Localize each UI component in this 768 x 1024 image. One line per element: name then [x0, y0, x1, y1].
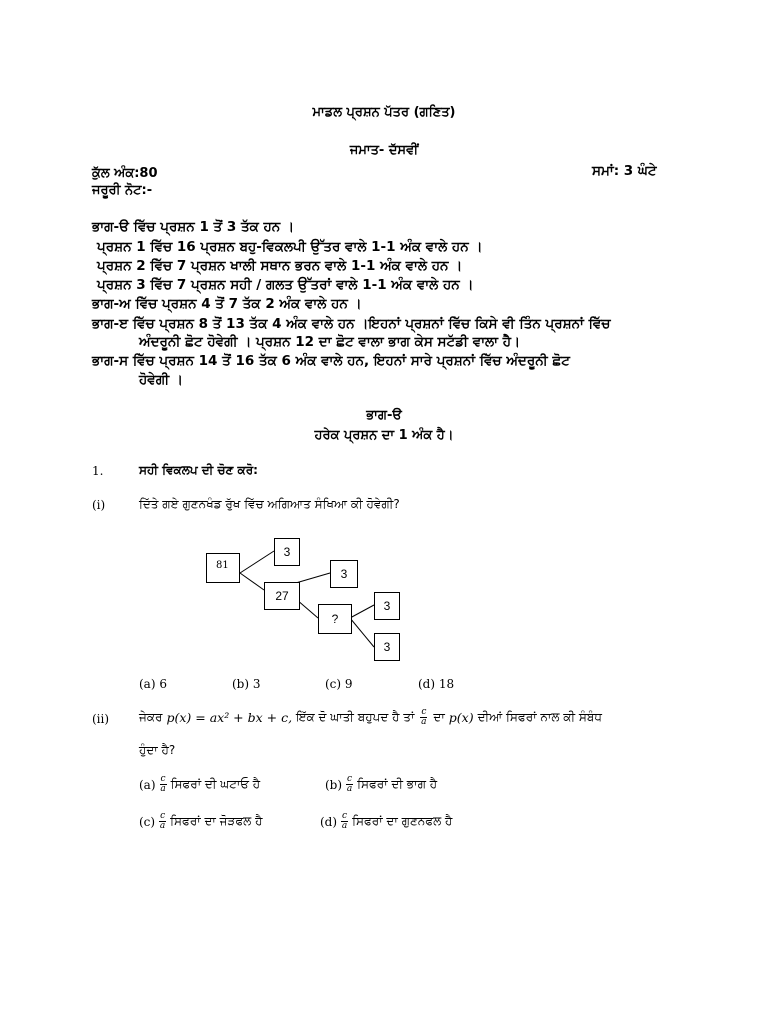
- tree-node: 3: [274, 538, 300, 566]
- option-label: (c): [139, 814, 156, 829]
- option-b: (b) 3: [232, 677, 261, 691]
- q-mid2: ਦਾ: [433, 710, 445, 724]
- question-number: 1.: [92, 464, 104, 478]
- total-marks: ਕੁੱਲ ਅੰਕ:80: [92, 166, 158, 181]
- option-label: (a): [139, 777, 156, 792]
- paper-title: ਮਾਡਲ ਪ੍ਰਸ਼ਨ ਪੱਤਰ (ਗਣਿਤ): [312, 105, 456, 120]
- fraction-denominator: a: [341, 821, 348, 831]
- option-d: [320, 812, 452, 831]
- fraction-c-over-a: [341, 812, 348, 831]
- fraction-denominator: a: [421, 717, 427, 727]
- tree-branch: [240, 551, 274, 573]
- fraction-denominator: a: [160, 784, 166, 794]
- fraction-denominator: a: [346, 784, 353, 794]
- tree-branch: [350, 605, 374, 618]
- option-label: (d): [320, 814, 338, 829]
- question-text: ਸਹੀ ਵਿਕਲਪ ਦੀ ਚੋਣ ਕਰੋ:: [139, 463, 258, 477]
- class-line: ਜਮਾਤ- ਦੱਸਵੀਂ: [349, 143, 419, 158]
- tree-node-unknown: ?: [318, 604, 352, 634]
- tree-node: 27: [264, 582, 300, 610]
- fraction-c-over-a: [160, 775, 167, 794]
- option-text: ਸਿਫਰਾਂ ਦੀ ਘਟਾਓ ਹੈ: [170, 777, 261, 791]
- subquestion-text: [139, 708, 602, 727]
- tree-node: 3: [330, 560, 358, 588]
- section-subtitle: ਹਰੇਕ ਪ੍ਰਸ਼ਨ ਦਾ 1 ਅੰਕ ਹੈ।: [314, 428, 454, 443]
- subquestion-text: ਦਿੱਤੇ ਗਏ ਗੁਣਨਖੰਡ ਰੁੱਖ ਵਿੱਚ ਅਗਿਆਤ ਸੰਖਿਆ ਕੀ ਹੋਵੇਗੀ?: [139, 497, 400, 511]
- instruction-line: ਪ੍ਰਸ਼ਨ 2 ਵਿੱਚ 7 ਪ੍ਰਸ਼ਨ ਖਾਲੀ ਸਥਾਨ ਭਰਨ ਵਾਲੇ 1-1 ਅੰਕ ਵਾਲੇ ਹਨ ।: [97, 258, 463, 274]
- subquestion-text-line2: ਹੁੰਦਾ ਹੈ?: [139, 743, 176, 757]
- tree-node: 3: [374, 633, 400, 661]
- option-c: [139, 812, 262, 831]
- option-text: ਸਿਫਰਾਂ ਦਾ ਗੁਣਨਫਲ ਹੈ: [352, 814, 453, 828]
- instruction-line: ਪ੍ਰਸ਼ਨ 3 ਵਿੱਚ 7 ਪ੍ਰਸ਼ਨ ਸਹੀ / ਗਲਤ ਉੱਤਰਾਂ ਵਾਲੇ 1-1 ਅੰਕ ਵਾਲੇ ਹਨ ।: [97, 277, 474, 293]
- option-text: ਸਿਫਰਾਂ ਦਾ ਜੋੜਫਲ ਹੈ: [170, 814, 263, 828]
- fraction-numerator: c: [421, 707, 427, 717]
- polynomial-expression: p(x) = ax² + bx + c,: [166, 710, 293, 725]
- fraction-numerator: c: [160, 811, 166, 821]
- tree-node: 3: [374, 592, 400, 620]
- option-text: ਸਿਫਰਾਂ ਦੀ ਭਾਗ ਹੈ: [357, 777, 438, 791]
- px-expression: p(x): [448, 710, 474, 725]
- instruction-line: ਭਾਗ-ੳ ਵਿੱਚ ਪ੍ਰਸ਼ਨ 1 ਤੋਂ 3 ਤੱਕ ਹਨ ।: [92, 219, 295, 235]
- instruction-line: ਭਾਗ-ਅ ਵਿੱਚ ਪ੍ਰਸ਼ਨ 4 ਤੋਂ 7 ਤੱਕ 2 ਅੰਕ ਵਾਲੇ ਹਨ ।: [92, 296, 362, 312]
- option-label: (b): [325, 777, 343, 792]
- subquestion-number: (ii): [92, 712, 110, 726]
- option-c: (c) 9: [325, 677, 353, 691]
- instruction-line: ਪ੍ਰਸ਼ਨ 1 ਵਿੱਚ 16 ਪ੍ਰਸ਼ਨ ਬਹੁ-ਵਿਕਲਪੀ ਉੱਤਰ ਵਾਲੇ 1-1 ਅੰਕ ਵਾਲੇ ਹਨ ।: [97, 239, 483, 255]
- option-d: (d) 18: [418, 677, 455, 691]
- fraction-c-over-a: [346, 775, 353, 794]
- tree-branch: [350, 618, 374, 647]
- instruction-line: ਅੰਦਰੂਨੀ ਛੋਟ ਹੋਵੇਗੀ । ਪ੍ਰਸ਼ਨ 12 ਦਾ ਛੋਟ ਵਾਲਾ ਭਾਗ ਕੇਸ ਸਟੱਡੀ ਵਾਲਾ ਹੈ।: [139, 334, 521, 350]
- option-b: [325, 775, 437, 794]
- time-allowed: ਸਮਾਂ: 3 ਘੰਟੇ: [592, 163, 657, 179]
- note-label: ਜਰੂਰੀ ਨੋਟ:-: [92, 183, 153, 198]
- fraction-c-over-a: [420, 708, 427, 727]
- q-prefix: ਜੇਕਰ: [139, 710, 163, 724]
- option-a: [139, 775, 260, 794]
- instruction-line: ਭਾਗ-ੲ ਵਿੱਚ ਪ੍ਰਸ਼ਨ 8 ਤੋਂ 13 ਤੱਕ 4 ਅੰਕ ਵਾਲੇ ਹਨ ।ਇਹਨਾਂ ਪ੍ਰਸ਼ਨਾਂ ਵਿੱਚ ਕਿਸੇ ਵੀ ਤਿੰਨ ਪ੍ਰਸ਼ਨਾਂ ਵਿੱਚ: [92, 316, 611, 332]
- q-suffix: ਦੀਆਂ ਸਿਫਰਾਂ ਨਾਲ ਕੀ ਸੰਬੰਧ: [477, 710, 602, 724]
- instruction-line: ਭਾਗ-ਸ ਵਿੱਚ ਪ੍ਰਸ਼ਨ 14 ਤੋਂ 16 ਤੱਕ 6 ਅੰਕ ਵਾਲੇ ਹਨ, ਇਹਨਾਂ ਸਾਰੇ ਪ੍ਰਸ਼ਨਾਂ ਵਿੱਚ ਅੰਦਰੂਨੀ ਛੋਟ: [92, 353, 570, 369]
- tree-branch: [240, 573, 264, 590]
- q-mid: ਇੱਕ ਦੋ ਘਾਤੀ ਬਹੁਪਦ ਹੈ ਤਾਂ: [296, 710, 415, 724]
- instruction-line: ਹੋਵੇਗੀ ।: [139, 372, 183, 388]
- option-a: (a) 6: [139, 677, 167, 691]
- subquestion-number: (i): [92, 498, 106, 512]
- section-title: ਭਾਗ-ੳ: [366, 408, 402, 423]
- fraction-numerator: c: [347, 774, 353, 784]
- fraction-numerator: c: [160, 774, 166, 784]
- tree-node-root: 81: [206, 553, 240, 583]
- fraction-numerator: c: [342, 811, 348, 821]
- fraction-c-over-a: [159, 812, 166, 831]
- fraction-denominator: a: [159, 821, 166, 831]
